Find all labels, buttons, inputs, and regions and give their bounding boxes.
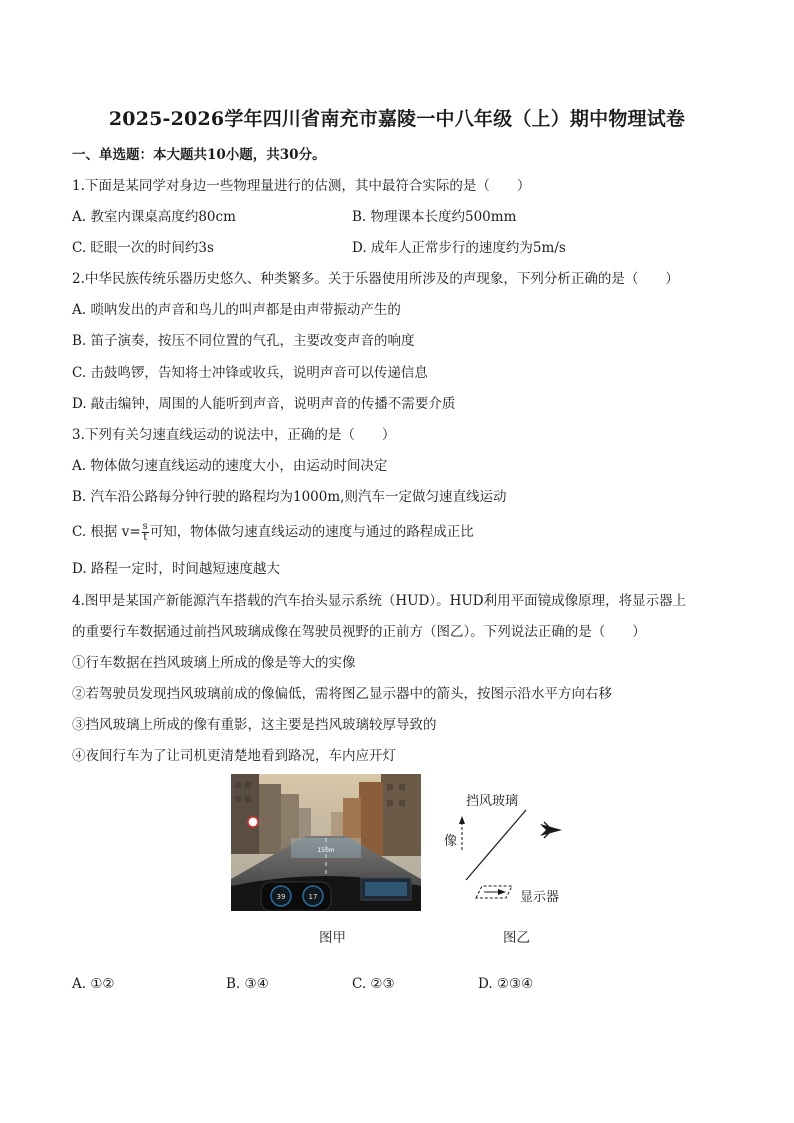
q4-option-c: C. ②③ — [352, 976, 395, 992]
q1-option-d: D. 成年人正常步行的速度约为5m/s — [352, 240, 566, 256]
q4-statement-1: ①行车数据在挡风玻璃上所成的像是等大的实像 — [72, 655, 356, 671]
velocity-fraction — [142, 522, 149, 543]
q1-option-a: A. 教室内课桌高度约80cm — [72, 209, 236, 225]
eye-icon — [540, 822, 562, 838]
hud-speed-readout: 39 — [276, 893, 286, 901]
hud-gear-readout: 17 — [308, 893, 318, 901]
figure-b-hud-diagram — [440, 780, 590, 910]
question-2-stem: 2.中华民族传统乐器历史悠久、种类繁多。关于乐器使用所涉及的声现象，下列分析正确的是（ ） — [72, 271, 679, 287]
q4-statement-3: ③挡风玻璃上所成的像有重影，这主要是挡风玻璃较厚导致的 — [72, 717, 437, 733]
q3-option-c-prefix: C. 根据 v= — [72, 524, 141, 540]
q4-option-a: A. ①② — [72, 976, 115, 992]
figure-a-hud-photo — [231, 774, 421, 911]
q2-option-a: A. 唢呐发出的声音和鸟儿的叫声都是由声带振动产生的 — [72, 302, 401, 318]
fraction-numerator: s — [142, 521, 148, 532]
fraction-denominator: t — [143, 532, 148, 543]
q4-option-d: D. ②③④ — [478, 976, 534, 992]
question-4-stem-line2: 的重要行车数据通过前挡风玻璃成像在驾驶员视野的正前方（图乙）。下列说法正确的是（ ） — [72, 624, 646, 640]
page-title: 2025-2026学年四川省南充市嘉陵一中八年级（上）期中物理试卷 — [108, 108, 686, 130]
q3-option-a: A. 物体做匀速直线运动的速度大小，由运动时间决定 — [72, 458, 388, 474]
q2-option-b: B. 笛子演奏，按压不同位置的气孔，主要改变声音的响度 — [72, 333, 415, 349]
section-heading: 一、单选题：本大题共10小题，共30分。 — [72, 147, 326, 163]
q1-option-b: B. 物理课本长度约500mm — [352, 209, 517, 225]
figure-b-caption: 图乙 — [503, 930, 530, 946]
q2-option-c: C. 击鼓鸣锣，告知将士冲锋或收兵，说明声音可以传递信息 — [72, 365, 428, 381]
q3-option-c — [72, 522, 474, 543]
windshield-label: 挡风玻璃 — [466, 794, 519, 809]
q3-option-c-suffix: 可知，物体做匀速直线运动的速度与通过的路程成正比 — [149, 524, 474, 540]
question-3-stem: 3.下列有关匀速直线运动的说法中，正确的是（ ） — [72, 427, 396, 443]
windshield-line — [466, 810, 526, 880]
question-1-stem: 1.下面是某同学对身边一些物理量进行的估测，其中最符合实际的是（ ） — [72, 178, 531, 194]
display-label: 显示器 — [520, 890, 560, 905]
image-label: 像 — [444, 834, 458, 849]
q4-statement-4: ④夜间行车为了让司机更清楚地看到路况，车内应开灯 — [72, 748, 396, 764]
q3-option-d: D. 路程一定时，时间越短速度越大 — [72, 561, 280, 577]
hud-photo-illustration — [231, 774, 421, 911]
figure-a-caption: 图甲 — [319, 930, 346, 946]
q1-option-c: C. 眨眼一次的时间约3s — [72, 240, 214, 256]
q2-option-d: D. 敲击编钟，周围的人能听到声音，说明声音的传播不需要介质 — [72, 396, 456, 412]
q3-option-b: B. 汽车沿公路每分钟行驶的路程均为1000m,则汽车一定做匀速直线运动 — [72, 489, 507, 505]
q4-option-b: B. ③④ — [226, 976, 269, 992]
hud-distance-readout: 150m — [317, 847, 335, 854]
question-4-stem-line1: 4.图甲是某国产新能源汽车搭载的汽车抬头显示系统（HUD）。HUD利用平面镜成像原理，将显示器上 — [72, 593, 687, 609]
q4-statement-2: ②若驾驶员发现挡风玻璃前成的像偏低，需将图乙显示器中的箭头，按图示沿水平方向右移 — [72, 686, 612, 702]
